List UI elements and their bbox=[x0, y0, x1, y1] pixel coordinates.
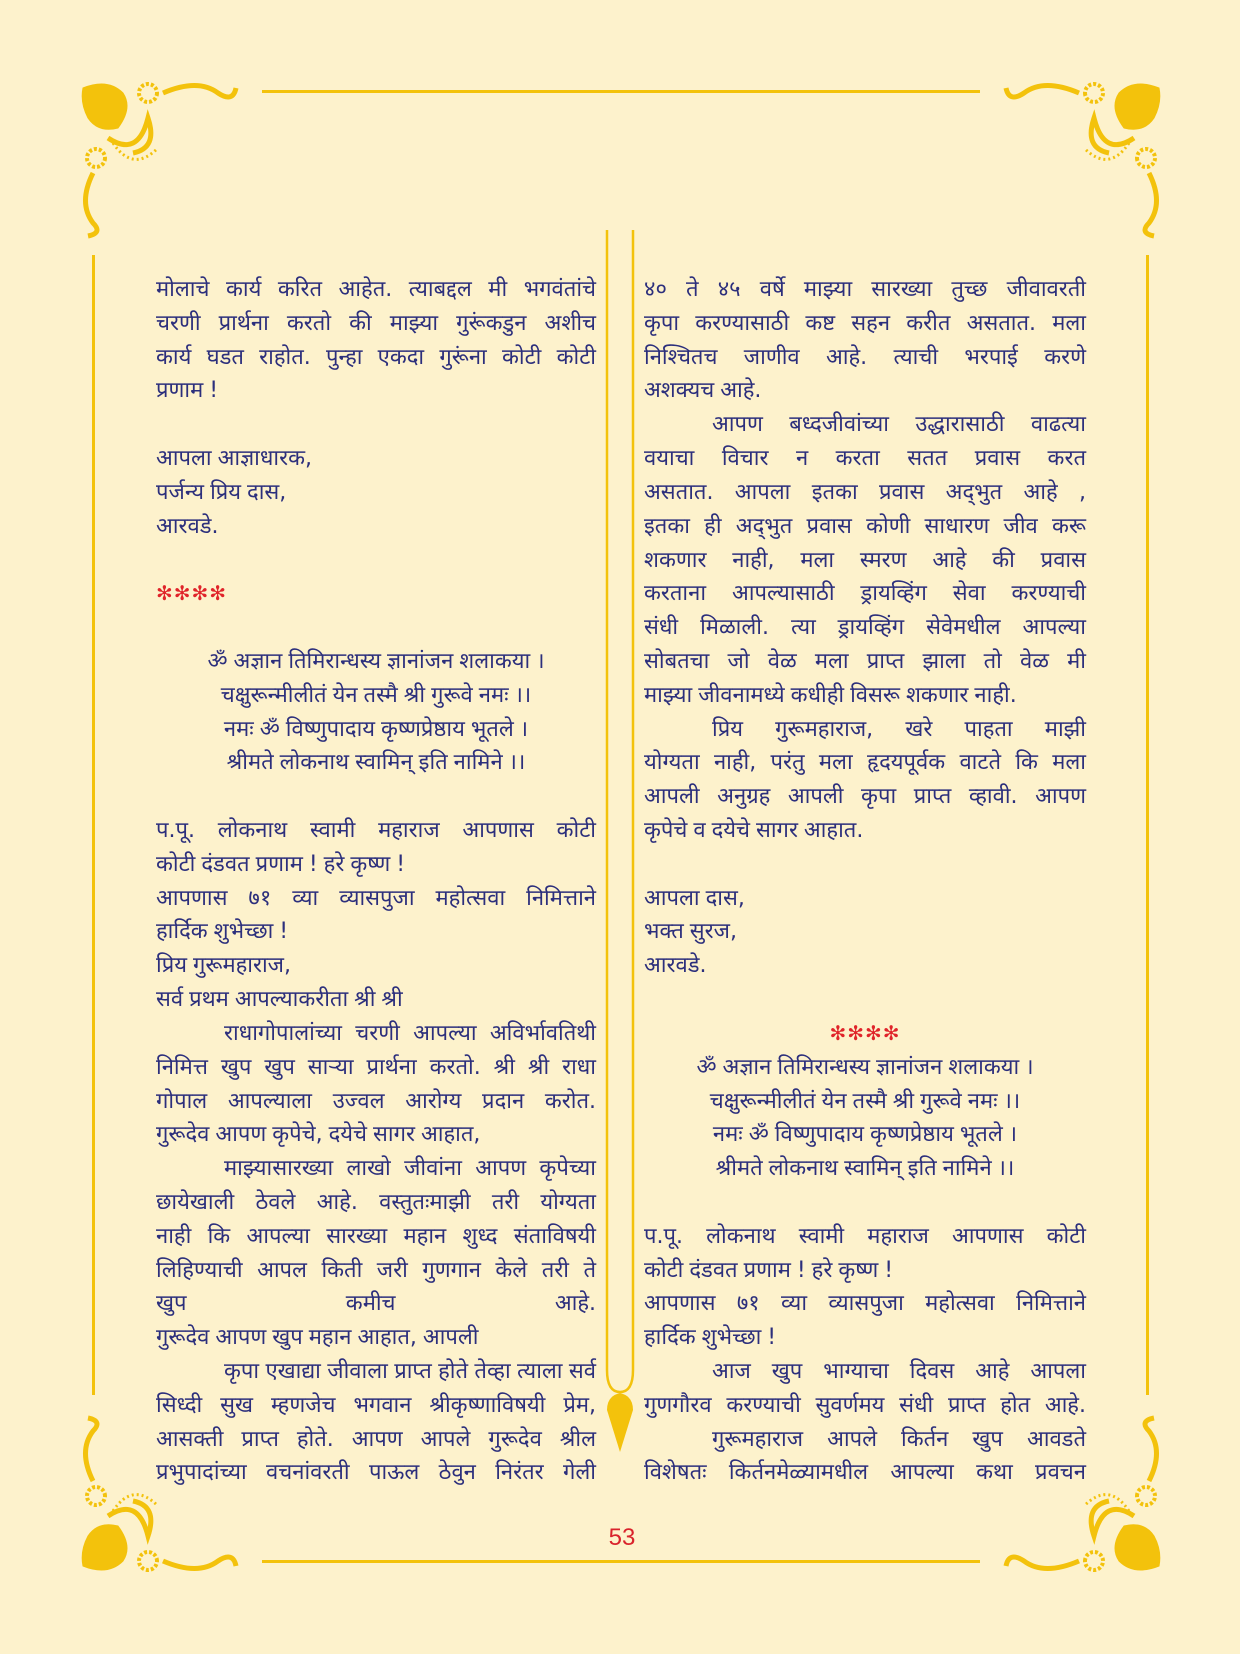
text-line: आज खुप भाग्याचा दिवस आहे आपला bbox=[712, 1359, 1086, 1384]
text-line: आसक्ती प्राप्त होते. आपण आपले गुरूदेव श्रील bbox=[156, 1426, 596, 1452]
text-line: राधागोपालांच्या चरणी आपल्या अविर्भावतिथी bbox=[224, 1020, 596, 1046]
text-line: आरवडे. bbox=[156, 513, 219, 539]
frame-top-line bbox=[262, 90, 980, 93]
blank-line bbox=[644, 1186, 1086, 1220]
text-line: शकणार नाही, मला स्मरण आहे की प्रवास bbox=[644, 547, 1086, 573]
text-line: निमित्त खुप खुप साऱ्या प्रार्थना करतो. श्री श्री राधा bbox=[156, 1054, 596, 1080]
text-line: गोपाल आपल्याला उज्वल आरोग्य प्रदान करोत. bbox=[156, 1088, 596, 1114]
text-line: भक्त सुरज, bbox=[644, 919, 737, 945]
mantra-line: चक्षुरून्मीलीतं येन तस्मै श्री गुरूवे नमः ।। bbox=[709, 1088, 1021, 1114]
page-number: 53 bbox=[608, 1524, 636, 1551]
column-divider bbox=[600, 230, 640, 1455]
text-line: कृपेचे व दयेचे सागर आहात. bbox=[644, 818, 864, 843]
text-line: असतात. आपला इतका प्रवास अद्‍भुत आहे , bbox=[644, 479, 1086, 505]
mantra-line: श्रीमते लोकनाथ स्वामिन् इति नामिने ।। bbox=[715, 1156, 1015, 1182]
text-line: प्रभुपादांच्या वचनांवरती पाऊल ठेवुन निरंतर गेली bbox=[156, 1460, 596, 1486]
text-line: वयाचा विचार न करता सतत प्रवास करत bbox=[644, 446, 1086, 472]
text-line: गुरूदेव आपण खुप महान आहात, आपली bbox=[156, 1325, 479, 1351]
text-line: सोबतचा जो वेळ मला प्राप्त झाला तो वेळ मी bbox=[644, 648, 1086, 674]
text-line: गुणगौरव करण्याची सुवर्णमय संधी प्राप्त होत आहे. bbox=[644, 1392, 1086, 1418]
text-line: कृपा एखाद्या जीवाला प्राप्त होते तेव्हा त्याला सर्व bbox=[224, 1359, 596, 1384]
text-line: हार्दिक शुभेच्छा ! bbox=[156, 919, 289, 945]
blank-line bbox=[644, 848, 1086, 882]
text-line: योग्यता नाही, परंतु मला हृदयपूर्वक वाटते कि मला bbox=[644, 750, 1086, 776]
text-line: प्रणाम ! bbox=[156, 378, 219, 404]
text-line: आपण बध्दजीवांच्या उद्धारासाठी वाढत्या bbox=[712, 412, 1086, 438]
blank-line bbox=[156, 780, 596, 814]
blank-line bbox=[644, 983, 1086, 1017]
text-line: छायेखाली ठेवले आहे. वस्तुतःमाझी तरी योग्यता bbox=[156, 1189, 596, 1215]
text-line: माझ्यासारख्या लाखो जीवांना आपण कृपेच्या bbox=[224, 1156, 596, 1182]
separator-stars: ✻✻✻✻ bbox=[829, 1020, 901, 1045]
text-line: अशक्यच आहे. bbox=[644, 378, 762, 404]
text-line: प.पू. लोकनाथ स्वामी महाराज आपणास कोटी bbox=[156, 818, 596, 843]
text-line: आपणास ७१ व्या व्यासपुजा महोत्सवा निमित्ताने bbox=[644, 1291, 1086, 1317]
text-line: कोटी दंडवत प्रणाम ! हरे कृष्ण ! bbox=[156, 851, 406, 877]
text-line: पर्जन्य प्रिय दास, bbox=[156, 479, 287, 505]
mantra-line: ॐ अज्ञान तिमिरान्धस्य ज्ञानांजन शलाकया । bbox=[207, 648, 545, 674]
text-line: प्रिय गुरूमहाराज, bbox=[156, 953, 291, 979]
tilak-drop-icon bbox=[607, 1393, 633, 1452]
text-line: मोलाचे कार्य करित आहेत. त्याबद्दल मी भगवंतांचे bbox=[156, 277, 596, 302]
mantra-line: नमः ॐ विष्णुपादाय कृष्णप्रेष्ठाय भूतले । bbox=[712, 1122, 1018, 1148]
text-line: आपला आज्ञाधारक, bbox=[156, 446, 312, 472]
text-line: विशेषतः किर्तनमेळ्यामधील आपल्या कथा प्रवचन bbox=[644, 1460, 1086, 1486]
text-line: लिहिण्याची आपल किती जरी गुणगान केले तरी ते bbox=[156, 1257, 596, 1283]
text-line: प्रिय गुरूमहाराज, खरे पाहता माझी bbox=[712, 716, 1086, 742]
text-line: आरवडे. bbox=[644, 953, 707, 979]
text-line: आपली अनुग्रह आपली कृपा प्राप्त व्हावी. आपण bbox=[644, 784, 1086, 810]
corner-ornament-icon bbox=[984, 78, 1164, 258]
frame-bottom-line bbox=[262, 1560, 980, 1563]
text-line: सर्व प्रथम आपल्याकरीता श्री श्री bbox=[156, 987, 403, 1013]
text-line: नाही कि आपल्या सारख्या महान शुध्द संताविषयी bbox=[156, 1223, 596, 1249]
text-line: चरणी प्रार्थना करतो की माझ्या गुरूंकडुन अशीच bbox=[156, 310, 596, 336]
separator-stars: ✻✻✻✻ bbox=[156, 581, 228, 606]
blank-line bbox=[156, 408, 596, 442]
text-line: आपला दास, bbox=[644, 885, 745, 911]
text-line: कृपा करण्यासाठी कष्ट सहन करीत असतात. मला bbox=[644, 310, 1086, 336]
text-line: कोटी दंडवत प्रणाम ! हरे कृष्ण ! bbox=[644, 1257, 894, 1283]
blank-line bbox=[156, 611, 596, 645]
text-line: इतका ही अद्‍भुत प्रवास कोणी साधारण जीव करू bbox=[644, 513, 1086, 539]
text-line: प.पू. लोकनाथ स्वामी महाराज आपणास कोटी bbox=[644, 1223, 1086, 1249]
text-line: कार्य घडत राहोत. पुन्हा एकदा गुरूंना कोटी कोटी bbox=[156, 344, 596, 370]
right-column bbox=[644, 273, 1086, 1490]
blank-line bbox=[156, 544, 596, 578]
text-line: करताना आपल्यासाठी ड्रायव्हिंग सेवा करण्याची bbox=[644, 581, 1086, 607]
mantra-line: नमः ॐ विष्णुपादाय कृष्णप्रेष्ठाय भूतले । bbox=[223, 716, 529, 742]
text-line: संधी मिळाली. त्या ड्रायव्हिंग सेवेमधील आपल्या bbox=[644, 615, 1086, 641]
frame-left-line bbox=[92, 255, 95, 1395]
text-line: सिध्दी सुख म्हणजेच भगवान श्रीकृष्णाविषयी प्रेम, bbox=[156, 1392, 596, 1418]
left-column bbox=[156, 273, 596, 1490]
text-line: खुप कमीच आहे. bbox=[156, 1291, 596, 1317]
text-line: माझ्या जीवनामध्ये कधीही विसरू शकणार नाही. bbox=[644, 682, 1017, 708]
mantra-line: चक्षुरून्मीलीतं येन तस्मै श्री गुरूवे नमः ।। bbox=[220, 682, 532, 708]
mantra-line: ॐ अज्ञान तिमिरान्धस्य ज्ञानांजन शलाकया । bbox=[696, 1054, 1034, 1080]
text-line: निश्चितच जाणीव आहे. त्याची भरपाई करणे bbox=[644, 344, 1086, 370]
text-line: हार्दिक शुभेच्छा ! bbox=[644, 1325, 777, 1351]
text-line: आपणास ७१ व्या व्यासपुजा महोत्सवा निमित्ताने bbox=[156, 885, 596, 911]
text-line: ४० ते ४५ वर्षे माझ्या सारख्या तुच्छ जीवावरती bbox=[644, 277, 1086, 302]
mantra-line: श्रीमते लोकनाथ स्वामिन् इति नामिने ।। bbox=[226, 750, 526, 776]
corner-ornament-icon bbox=[78, 78, 258, 258]
text-line: गुरूमहाराज आपले किर्तन खुप आवडते bbox=[712, 1426, 1086, 1452]
frame-right-line bbox=[1146, 255, 1149, 1395]
text-line: गुरूदेव आपण कृपेचे, दयेचे सागर आहात, bbox=[156, 1122, 481, 1148]
